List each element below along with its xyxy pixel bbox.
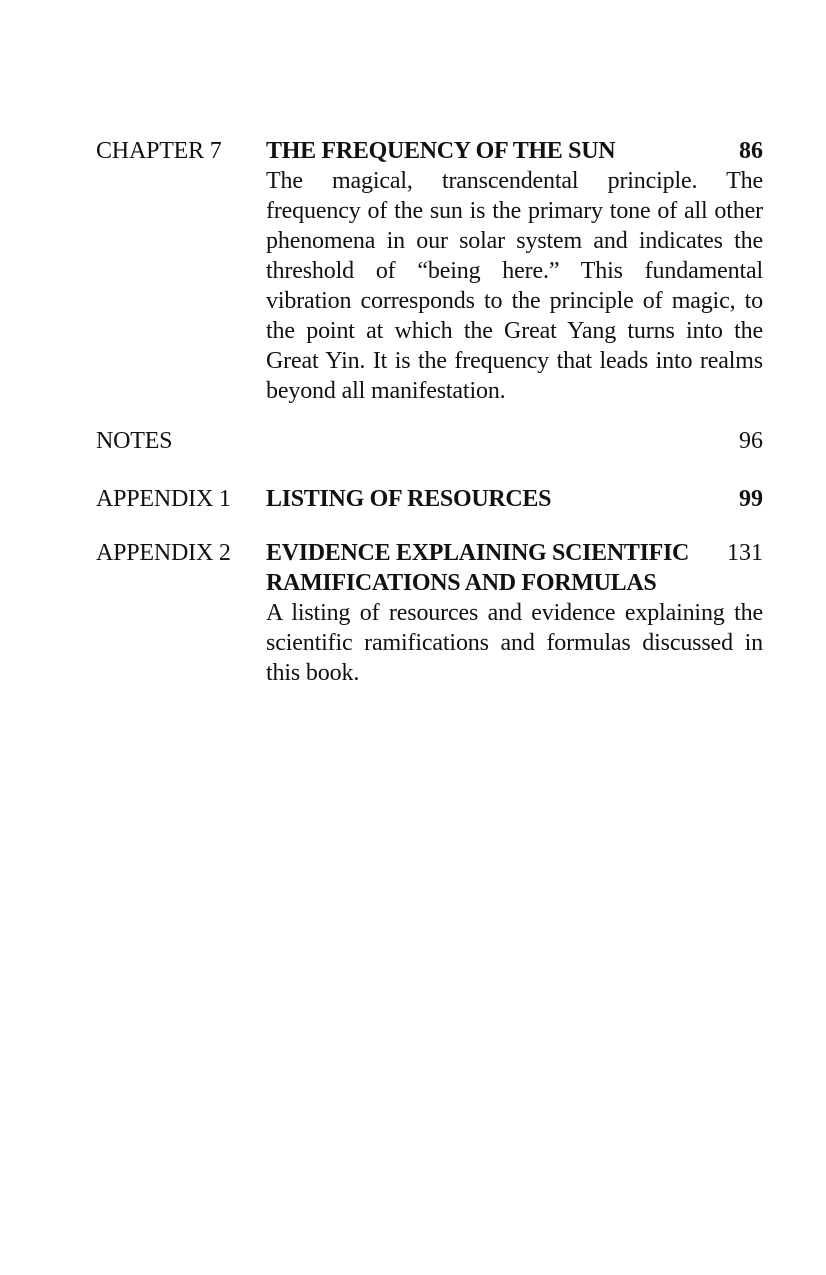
toc-entry-header <box>96 538 763 598</box>
toc-entry-appendix-2[interactable] <box>96 538 763 688</box>
toc-entry-notes[interactable] <box>96 426 763 456</box>
entry-label: NOTES <box>96 428 173 454</box>
entry-page-number: 86 <box>739 138 763 164</box>
toc-entry-header <box>96 136 763 166</box>
entry-label: APPENDIX 1 <box>96 486 231 512</box>
entry-label: CHAPTER 7 <box>96 138 222 164</box>
entry-title: EVIDENCE EXPLAINING SCIENTIFIC RAMIFICATIONS AND FORMULAS <box>266 540 690 596</box>
entry-label: APPENDIX 2 <box>96 540 231 566</box>
entry-description: The magical, transcendental principle. The frequency of the sun is the primary tone of all other phenomena in our solar system and indicates the threshold of “being here.” This fundamental vibration corresponds to the principle of magic, to the point at which the Great Yang turns into the Great Yin. It is the frequency that leads into realms beyond all manifestation. <box>266 168 763 404</box>
table-of-contents <box>96 136 763 708</box>
entry-page-number: 96 <box>739 428 763 454</box>
entry-title: THE FREQUENCY OF THE SUN <box>266 138 616 164</box>
entry-title: LISTING OF RESOURCES <box>266 486 552 512</box>
entry-page-number: 99 <box>739 486 763 512</box>
entry-description: A listing of resources and evidence explaining the scientific ramifications and formulas discussed in this book. <box>266 600 763 686</box>
toc-entry-header <box>96 484 763 514</box>
entry-page-number: 131 <box>727 540 763 566</box>
toc-entry-appendix-1[interactable] <box>96 484 763 514</box>
toc-entry-chapter-7[interactable] <box>96 136 763 406</box>
toc-entry-header <box>96 426 763 456</box>
